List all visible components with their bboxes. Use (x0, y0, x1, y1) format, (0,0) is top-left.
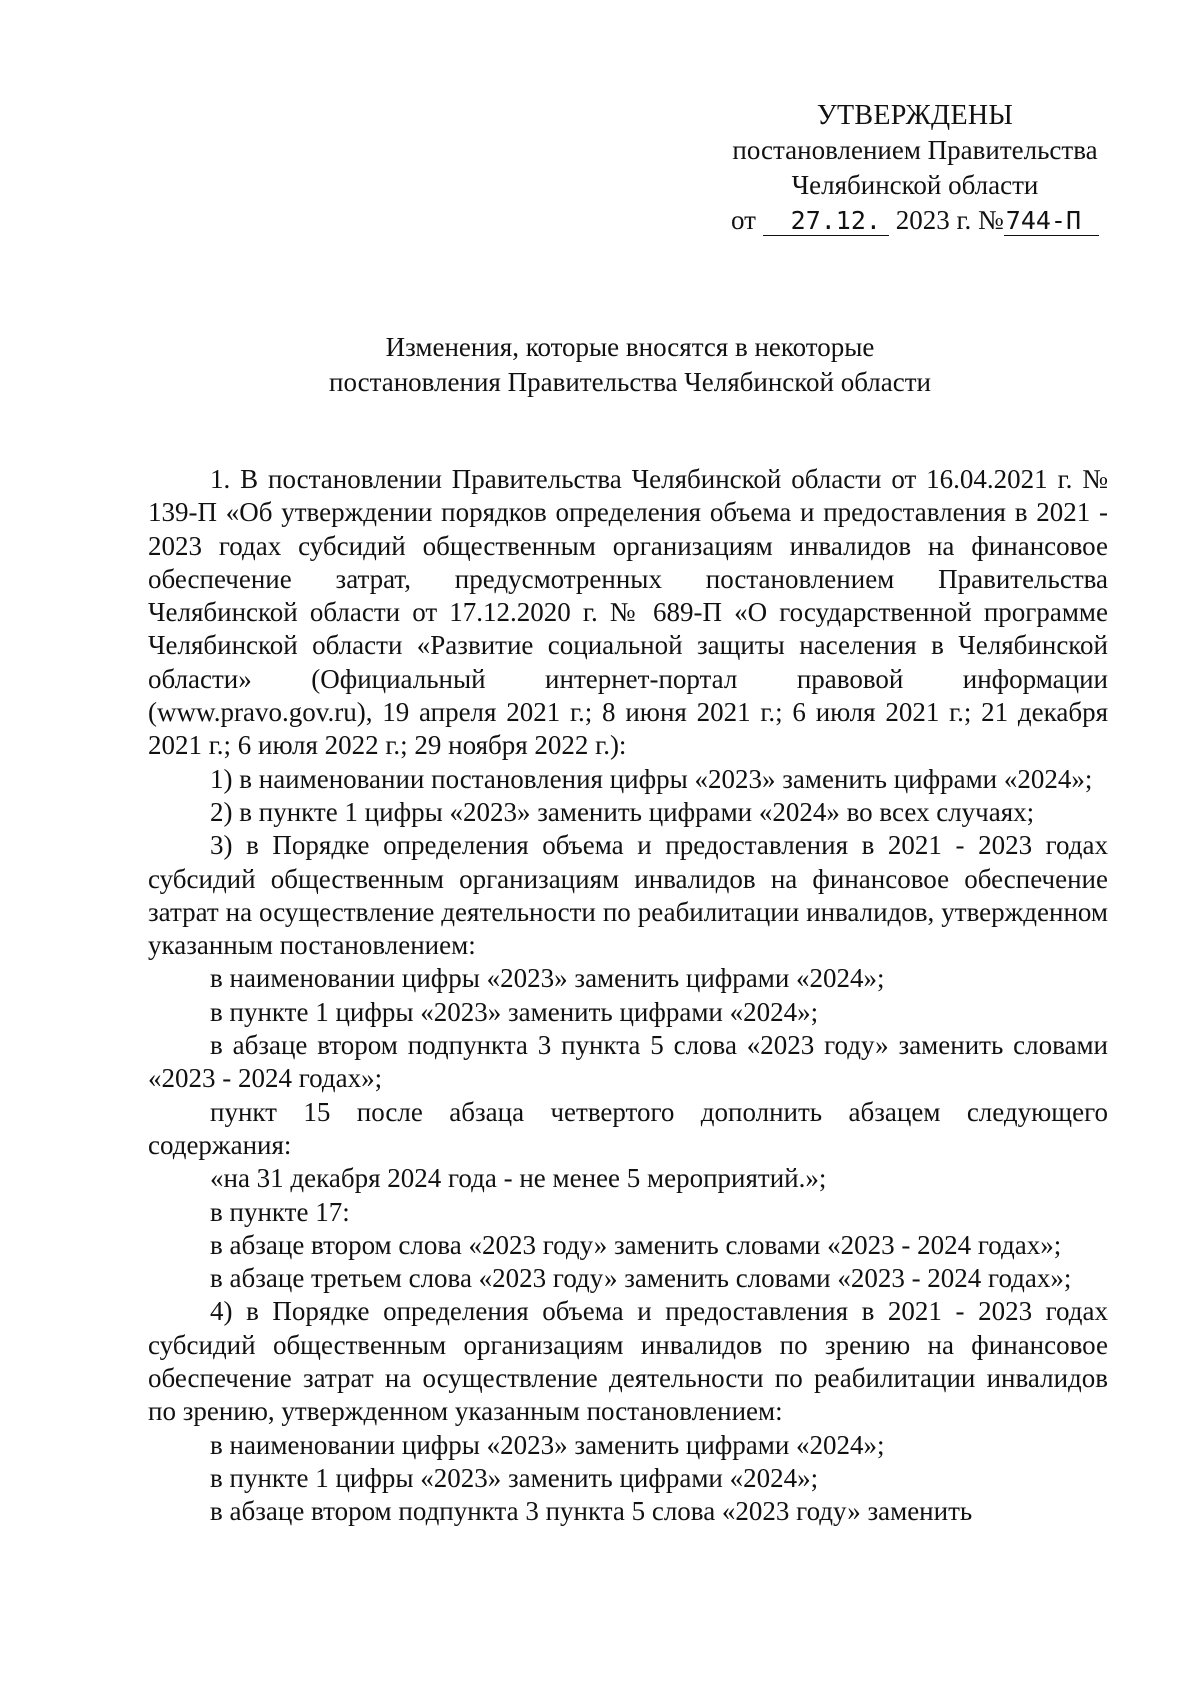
paragraph: 3) в Порядке определения объема и предоставления в 2021 - 2023 годах субсидий общественным организациям инвалидов на финансовое обеспечение затрат на осуществление деятельности по реабилитации инвалидов, утвержденном указанным постановлением: (148, 830, 1108, 961)
approval-heading: УТВЕРЖДЕНЫ (816, 100, 1014, 131)
document-body (148, 463, 1108, 1529)
date-prefix: от (730, 205, 756, 235)
paragraph: в пункте 1 цифры «2023» заменить цифрами «2024»; (210, 1462, 819, 1493)
approval-date-value: 27.12. (763, 206, 889, 236)
approval-line-2: Челябинской области (791, 170, 1039, 200)
document-title-line-2: постановления Правительства Челябинской области (329, 367, 931, 397)
paragraph: в наименовании цифры «2023» заменить цифрами «2024»; (210, 963, 885, 994)
paragraph: в абзаце третьем слова «2023 году» заменить словами «2023 - 2024 годах»; (210, 1263, 1072, 1294)
approval-date-line (700, 203, 1130, 238)
paragraph: в пункте 17: (210, 1196, 350, 1227)
paragraph: 1) в наименовании постановления цифры «2023» заменить цифрами «2024»; (210, 763, 1093, 794)
paragraph: в пункте 1 цифры «2023» заменить цифрами «2024»; (210, 996, 819, 1027)
paragraph: 2) в пункте 1 цифры «2023» заменить цифрами «2024» во всех случаях; (210, 796, 1035, 827)
approval-number-value: 744-П (1004, 206, 1099, 236)
paragraph: пункт 15 после абзаца четвертого дополнить абзацем следующего содержания: (148, 1096, 1108, 1160)
approval-line-1: постановлением Правительства (732, 135, 1098, 165)
document-title (200, 330, 1060, 400)
approval-stamp-block (700, 98, 1130, 238)
paragraph: «на 31 декабря 2024 года - не менее 5 мероприятий.»; (210, 1163, 827, 1194)
paragraph: в абзаце втором подпункта 3 пункта 5 слова «2023 году» заменить (210, 1496, 973, 1527)
paragraph: в наименовании цифры «2023» заменить цифрами «2024»; (210, 1429, 885, 1460)
document-title-line-1: Изменения, которые вносятся в некоторые (385, 332, 875, 362)
paragraph: 1. В постановлении Правительства Челябинской области от 16.04.2021 г. № 139-П «Об утверждении порядков определения объема и предоставления в 2021 - 2023 годах субсидий общественным организациям инвалидов на финансовое обеспечение затрат, предусмотренных постановлением Правительства Челябинской области от 17.12.2020 г. № 689-П «О государственной программе Челябинской области «Развитие социальной защиты населения в Челябинской области» (Официальный интернет-портал правовой информации (www.pravo.gov.ru), 19 апреля 2021 г.; 8 июня 2021 г.; 6 июля 2021 г.; 21 декабря 2021 г.; 6 июля 2022 г.; 29 ноября 2022 г.): (148, 464, 1108, 761)
paragraph: в абзаце втором слова «2023 году» заменить словами «2023 - 2024 годах»; (210, 1229, 1062, 1260)
paragraph: 4) в Порядке определения объема и предоставления в 2021 - 2023 годах субсидий общественным организациям инвалидов по зрению на финансовое обеспечение затрат на осуществление деятельности по реабилитации инвалидов по зрению, утвержденном указанным постановлением: (148, 1296, 1108, 1427)
paragraph: в абзаце втором подпункта 3 пункта 5 слова «2023 году» заменить словами «2023 - 2024 годах»; (148, 1030, 1108, 1094)
date-year: 2023 г. № (895, 205, 1004, 235)
